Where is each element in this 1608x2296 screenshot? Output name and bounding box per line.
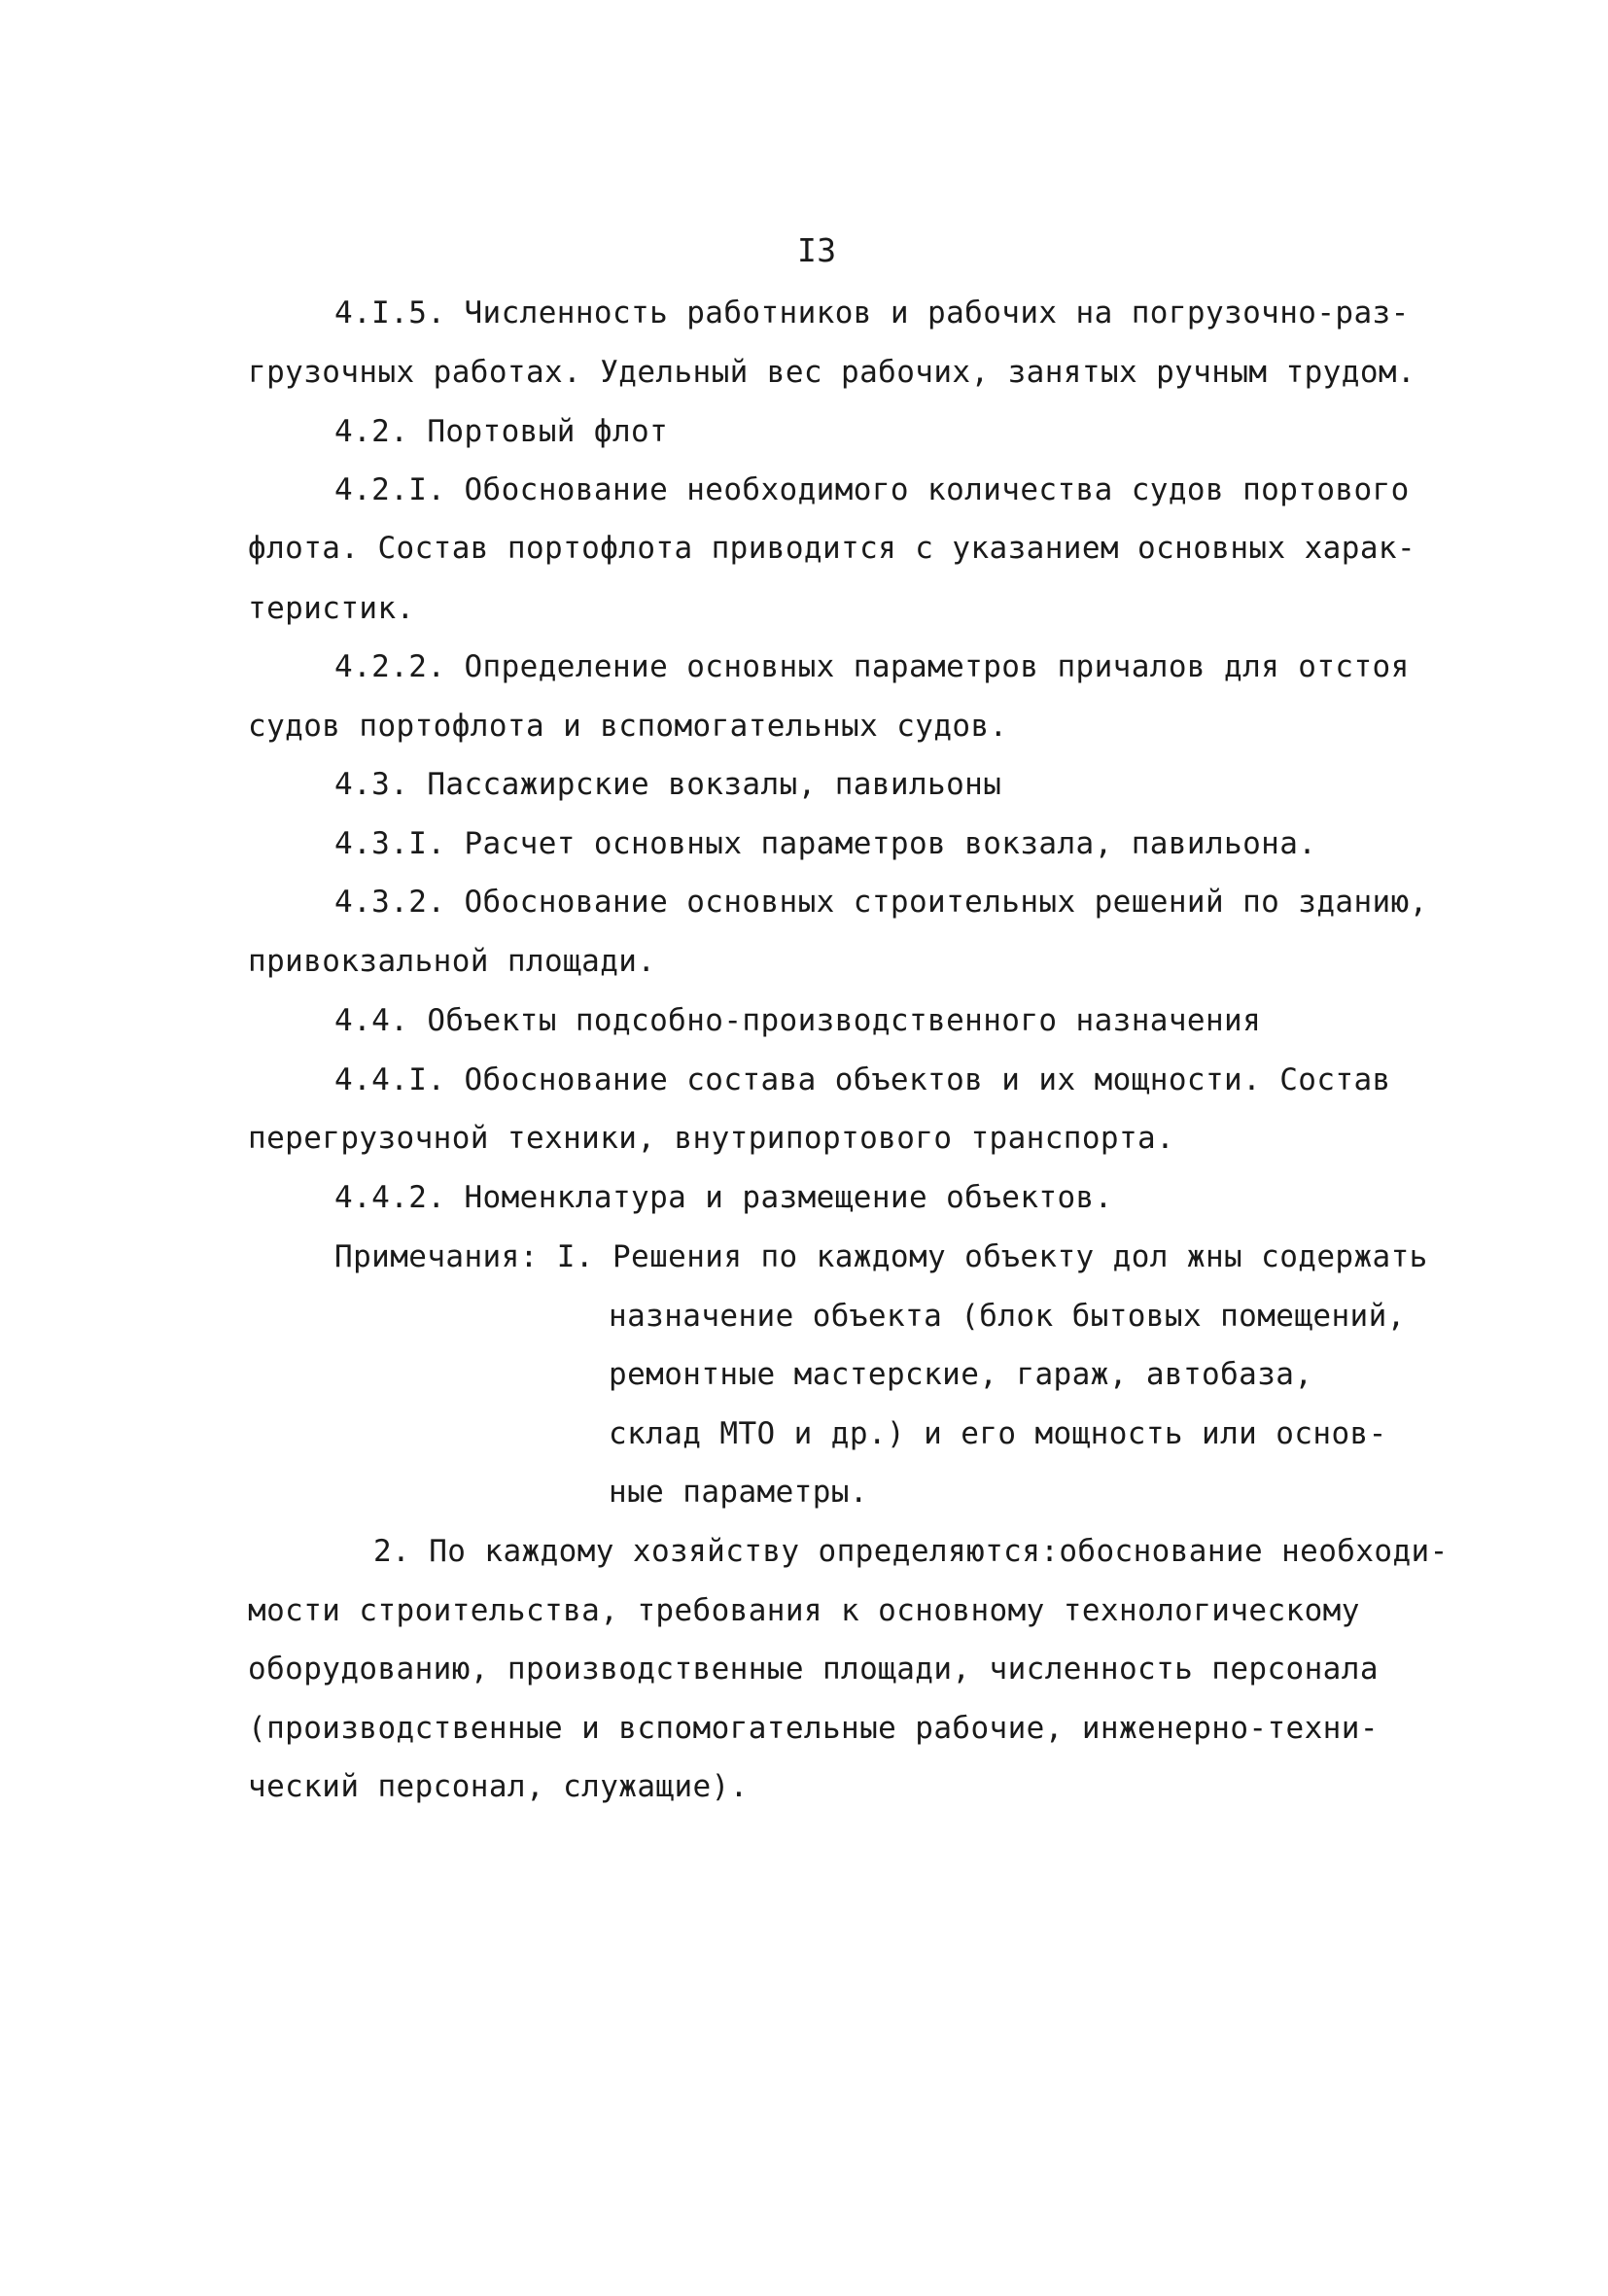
text-line: 4.3. Пассажирские вокзалы, павильоны (334, 767, 1002, 802)
text-line: 4.I.5. Численность работников и рабочих на погрузочно-раз- (334, 296, 1410, 330)
note-line: оборудованию, производственные площади, численность персонала (248, 1652, 1379, 1687)
text-line: теристик. (248, 591, 415, 626)
text-line: привокзальной площади. (248, 944, 656, 979)
text-line: 4.2.2. Определение основных параметров причалов для отстоя (334, 649, 1410, 684)
note-line: Примечания: I. Решения по каждому объекту дол жны содержать (334, 1239, 1428, 1274)
note-line: мости строительства, требования к основному технологическому (248, 1593, 1360, 1628)
text-line: 4.4.I. Обоснование состава объектов и их мощности. Состав (334, 1062, 1391, 1097)
text-line: 4.3.2. Обоснование основных строительных решений по зданию, (334, 885, 1428, 920)
note-line: ремонтные мастерские, гараж, автобаза, (609, 1357, 1313, 1392)
note-line: ческий персонал, служащие). (248, 1769, 749, 1804)
text-line: флота. Состав портофлота приводится с указанием основных харак- (248, 531, 1416, 566)
text-line: судов портофлота и вспомогательных судов. (248, 709, 1008, 744)
note-line: 2. По каждому хозяйству определяются:обоснование необходи- (373, 1534, 1449, 1569)
note-line: назначение объекта (блок бытовых помещений, (609, 1299, 1406, 1334)
page-number: I3 (797, 231, 837, 269)
note-line: склад МТО и др.) и его мощность или основ- (609, 1416, 1387, 1451)
note-line: (производственные и вспомогательные рабочие, инженерно-техни- (248, 1711, 1379, 1746)
note-line: ные параметры. (609, 1475, 868, 1510)
text-line: 4.2. Портовый флот (334, 414, 669, 449)
text-line: 4.2.I. Обоснование необходимого количества судов портового (334, 472, 1410, 507)
text-line: 4.4. Объекты подсобно-производственного назначения (334, 1003, 1262, 1038)
text-line: 4.3.I. Расчет основных параметров вокзала, павильона. (334, 826, 1317, 861)
text-line: грузочных работах. Удельный вес рабочих, занятых ручным трудом. (248, 355, 1416, 390)
text-line: 4.4.2. Номенклатура и размещение объектов. (334, 1180, 1113, 1215)
text-line: перегрузочной техники, внутрипортового транспорта. (248, 1121, 1175, 1156)
